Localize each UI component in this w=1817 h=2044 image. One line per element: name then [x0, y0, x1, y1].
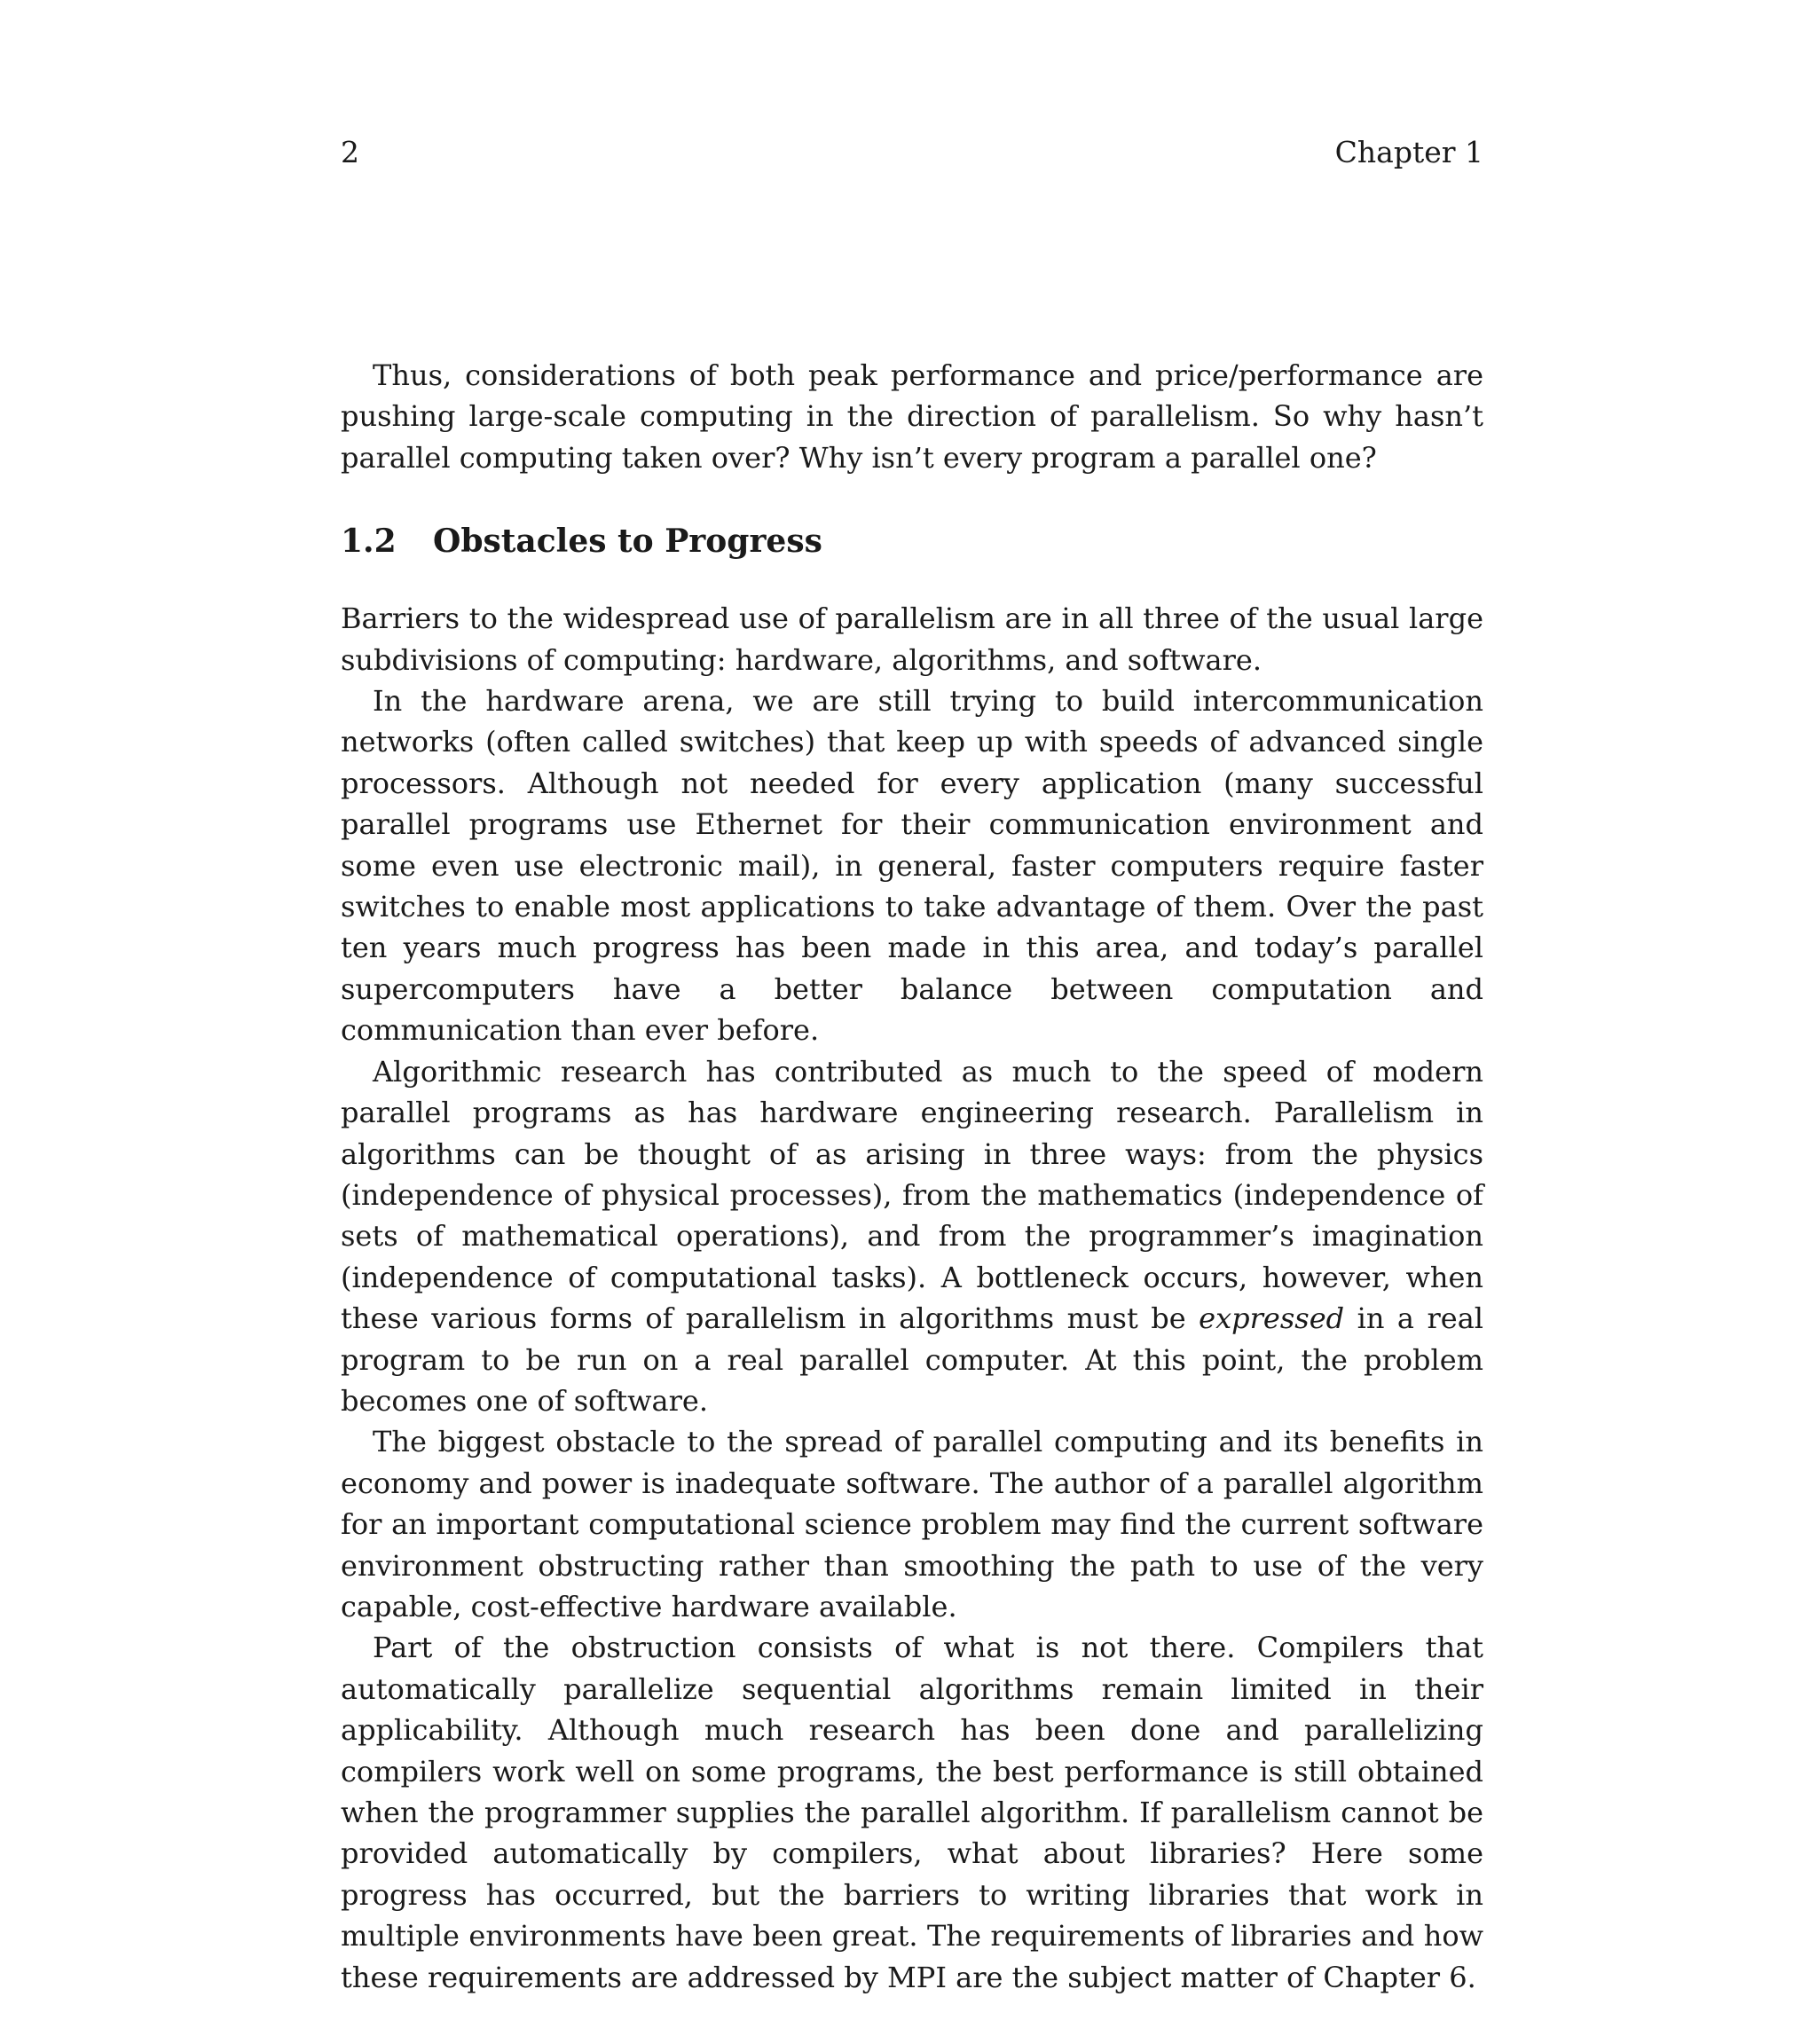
paragraph-algorithmic-after: in a real program to be run on a real parallel computer. At this point, the problem becomes one of software. — [341, 1301, 1483, 1418]
paragraph-obstruction: Part of the obstruction consists of what is not there. Compilers that automatically parallelize sequential algorithms remain limited in their applicability. Although much research has been done and parallelizing compilers work well on some programs, the best performance is still obtained when the programmer supplies the parallel algorithm. If parallelism cannot be provided automatically by compilers, what about libraries? Here some progress has occurred, but the barriers to writing libraries that work in multiple environments have been great. The requirements of libraries and how these requirements are addressed by MPI are the subject matter of Chapter 6. — [341, 1631, 1483, 1994]
paragraph-barriers: Barriers to the widespread use of parallelism are in all three of the usual large subdivisions of computing: hardware, algorithms, and software. — [341, 601, 1483, 677]
book-page — [341, 0, 1483, 2044]
intro-paragraph: Thus, considerations of both peak performance and price/performance are pushing large-scale computing in the direction of parallelism. So why hasn’t parallel computing taken over? Why isn’t every program a parallel one? — [341, 358, 1483, 475]
section-number: 1.2 — [341, 523, 397, 561]
section-title: Obstacles to Progress — [433, 523, 822, 561]
page-number: 2 — [341, 135, 359, 169]
paragraph-algorithmic-before: Algorithmic research has contributed as much to the speed of modern parallel programs as has hardware engineering research. Parallelism in algorithms can be thought of as arising in three ways: from the physics (independence of physical processes), from the mathematics (independence of sets of mathematical operations), and from the programmer’s imagination (independence of computational tasks). A bottleneck occurs, however, when these various forms of parallelism in algorithms must be — [341, 1054, 1483, 1336]
running-head — [341, 131, 1483, 174]
emphasis-expressed: expressed — [1199, 1301, 1345, 1336]
paragraph-software: The biggest obstacle to the spread of parallel computing and its benefits in economy and power is inadequate software. The author of a parallel algorithm for an important computational science problem may find the current software environment obstructing rather than smoothing the path to use of the very capable, cost-effective hardware available. — [341, 1425, 1483, 1623]
chapter-label: Chapter 1 — [1334, 135, 1483, 169]
body-text — [341, 355, 1483, 1998]
section-heading — [341, 520, 1483, 562]
paragraph-hardware: In the hardware arena, we are still trying to build intercommunication networks (often called switches) that keep up with speeds of advanced single processors. Although not needed for every application (many successful parallel programs use Ethernet for their communication environment and some even use electronic mail), in general, faster computers require faster switches to enable most applications to take advantage of them. Over the past ten years much progress has been made in this area, and today’s parallel supercomputers have a better balance between computation and communication than ever before. — [341, 684, 1483, 1048]
paragraph-algorithmic — [341, 1051, 1483, 1422]
